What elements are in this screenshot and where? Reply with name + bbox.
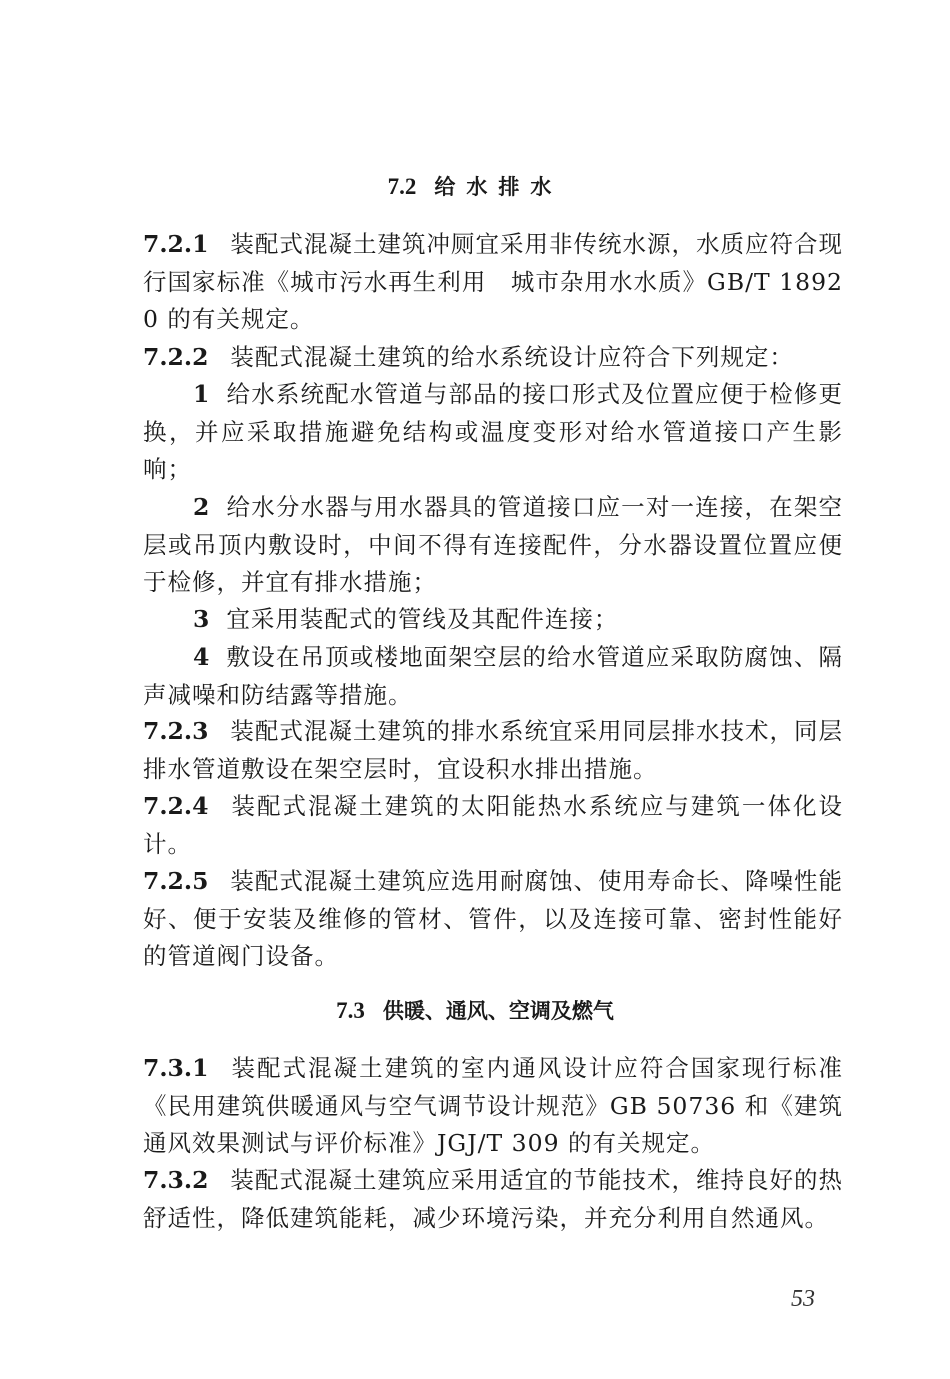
item-text: 宜采用装配式的管线及其配件连接； [226, 605, 619, 633]
list-item-4 [143, 639, 843, 714]
clause-7-2-1 [143, 226, 843, 339]
clause-text: 装配式混凝土建筑应采用适宜的节能技术，维持良好的热舒适性，降低建筑能耗，减少环境污染，并充分利用自然通风。 [143, 1166, 843, 1232]
clause-7-2-3 [143, 713, 843, 788]
item-number: 1 [193, 380, 211, 408]
list-item-3 [143, 601, 843, 639]
section-heading-7-3 [0, 996, 950, 1026]
clause-7-2-4 [143, 788, 843, 863]
clause-text: 装配式混凝土建筑应选用耐腐蚀、使用寿命长、降噪性能好、便于安装及维修的管材、管件，以及连接可靠、密封性能好的管道阀门设备。 [143, 867, 843, 970]
clause-number: 7.2.1 [143, 230, 209, 258]
clause-number: 7.2.4 [143, 792, 209, 820]
clause-text: 装配式混凝土建筑冲厕宜采用非传统水源，水质应符合现行国家标准《城市污水再生利用 城市杂用水水质》GB/T 18920 的有关规定。 [143, 230, 843, 333]
clause-7-3-2 [143, 1162, 843, 1237]
clause-text: 装配式混凝土建筑的太阳能热水系统应与建筑一体化设计。 [143, 792, 843, 858]
list-item-2 [143, 489, 843, 602]
clause-7-3-1 [143, 1050, 843, 1163]
clause-number: 7.2.5 [143, 867, 209, 895]
clause-number: 7.3.1 [143, 1054, 209, 1082]
section-number: 7.2 [387, 174, 417, 199]
clause-7-2-5 [143, 863, 843, 976]
clause-number: 7.2.2 [143, 343, 209, 371]
page-number: 53 [791, 1286, 815, 1312]
item-number: 3 [193, 605, 211, 633]
clause-number: 7.3.2 [143, 1166, 209, 1194]
item-text: 给水系统配水管道与部品的接口形式及位置应便于检修更换，并应采取措施避免结构或温度变形对给水管道接口产生影响； [143, 380, 843, 483]
list-item-1 [143, 376, 843, 489]
clause-number: 7.2.3 [143, 717, 209, 745]
item-text: 给水分水器与用水器具的管道接口应一对一连接，在架空层或吊顶内敷设时，中间不得有连接配件，分水器设置位置应便于检修，并宜有排水措施； [143, 493, 843, 596]
section-number: 7.3 [336, 998, 365, 1023]
section-title: 供暖、通风、空调及燃气 [382, 999, 614, 1023]
clause-text: 装配式混凝土建筑的排水系统宜采用同层排水技术，同层排水管道敷设在架空层时，宜设积水排出措施。 [143, 717, 843, 783]
item-number: 4 [193, 643, 211, 671]
section-heading-7-2 [0, 172, 950, 202]
clause-text: 装配式混凝土建筑的室内通风设计应符合国家现行标准《民用建筑供暖通风与空气调节设计规范》GB 50736 和《建筑通风效果测试与评价标准》JGJ/T 309 的有关规定。 [143, 1054, 843, 1157]
item-text: 敷设在吊顶或楼地面架空层的给水管道应采取防腐蚀、隔声减噪和防结露等措施。 [143, 643, 843, 709]
section-title: 给水排水 [434, 175, 563, 199]
item-number: 2 [193, 493, 211, 521]
clause-7-2-2 [143, 339, 843, 377]
clause-text: 装配式混凝土建筑的给水系统设计应符合下列规定： [230, 343, 794, 371]
